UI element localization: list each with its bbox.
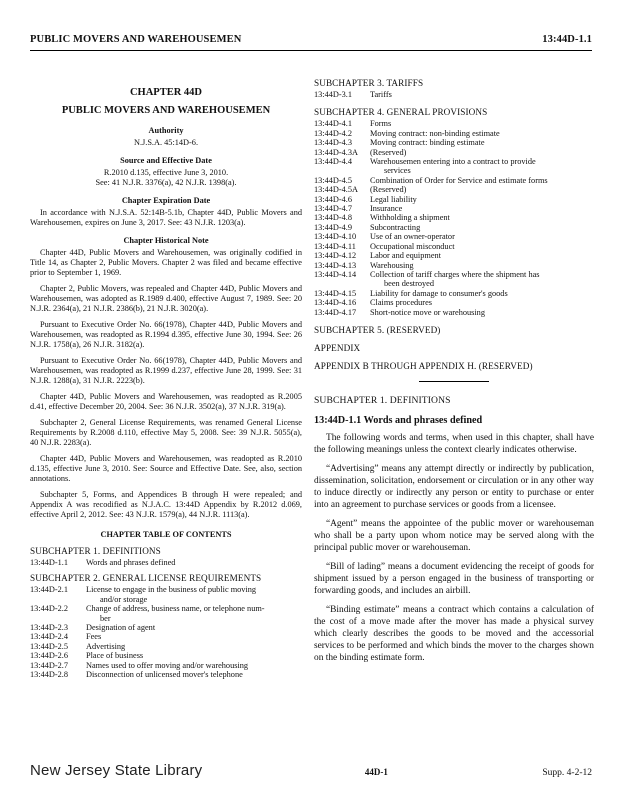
toc-title-text: Designation of agent: [86, 623, 156, 633]
toc-entry[interactable]: [314, 298, 594, 307]
toc-section-title: [370, 204, 594, 213]
toc-section-number: 13:44D-2.5: [30, 641, 69, 651]
page-number: 44D-1: [364, 767, 388, 777]
toc-section-title: Tariffs: [370, 90, 392, 99]
expiration-text: In accordance with N.J.S.A. 52:14B-5.1b, Chapter 44D, Public Movers and Warehousemen, expires on June 3, 2017. See: 43 N.J.R. 1203(a).: [30, 208, 302, 227]
toc-section-number: 13:44D-4.9: [314, 222, 353, 232]
toc-section-title: [370, 289, 594, 298]
toc-section-number: 13:44D-2.7: [30, 660, 69, 670]
toc-section-number: 13:44D-3.1: [314, 90, 353, 99]
history-paragraph: Chapter 44D, Public Movers and Warehousemen, was readopted as R.2005 d.41, effective December 20, 2004. See: 36 N.J.R. 3502(a), 37 N.J.R. 319(a).: [30, 392, 302, 411]
toc-entry[interactable]: [314, 261, 594, 270]
toc-title-text: Disconnection of unlicensed mover's telephone: [86, 670, 243, 680]
definition-paragraph: “Bill of lading” means a document evidencing the receipt of goods for shipment issued by a person engaged in the business of transporting or forwarding goods, and includes an airbill.: [314, 561, 594, 596]
subchapter-heading: SUBCHAPTER 2. GENERAL LICENSE REQUIREMENTS: [30, 573, 262, 584]
subchapter-heading: SUBCHAPTER 4. GENERAL PROVISIONS: [314, 107, 488, 118]
toc-section-number: 13:44D-2.4: [30, 632, 69, 642]
toc-section-number: 13:44D-4.17: [314, 307, 357, 317]
toc-entry[interactable]: [30, 670, 302, 679]
toc-section-title: [370, 261, 594, 270]
toc-section-title: [370, 298, 594, 307]
toc-section-number: 13:44D-2.6: [30, 651, 69, 661]
section-heading: 13:44D-1.1 Words and phrases defined: [314, 414, 483, 426]
toc-title-text: Insurance: [370, 204, 403, 214]
toc-title-text: Collection of tariff charges where the shipment has: [370, 269, 540, 279]
toc-section-title: [370, 119, 594, 128]
toc-section-title: [370, 185, 594, 194]
toc-section-title: [86, 604, 302, 623]
toc-section-number: 13:44D-4.8: [314, 213, 353, 223]
history-paragraph: Chapter 44D, Public Movers and Warehousemen, was readopted as R.2010 d.135, effective June 3, 2010. See: Source and Effective Date. See, also, section annotations.: [30, 454, 302, 483]
toc-entry[interactable]: [314, 223, 594, 232]
toc-section-title: [86, 670, 302, 679]
toc-title-text: Legal liability: [370, 194, 417, 204]
toc-section-title: [370, 176, 594, 185]
toc-entry[interactable]: [314, 90, 594, 99]
section-divider: [419, 381, 489, 382]
toc-section-title: [370, 138, 594, 147]
toc-list: [30, 585, 302, 679]
supplement-date: Supp. 4-2-12: [542, 768, 592, 778]
toc-entry[interactable]: [30, 642, 302, 651]
toc-title-text: Use of an owner-operator: [370, 232, 455, 242]
toc-title-text: (Reserved): [370, 185, 407, 195]
toc-title-text: Fees: [86, 632, 102, 642]
toc-section-title: [86, 661, 302, 670]
appendix-range-heading: APPENDIX B THROUGH APPENDIX H. (RESERVED): [314, 360, 533, 371]
running-header: [30, 34, 592, 45]
toc-entry[interactable]: [314, 213, 594, 222]
definition-paragraph: The following words and terms, when used in this chapter, shall have the following meanings unless the context clearly indicates otherwise.: [314, 432, 594, 455]
definition-paragraph: “Binding estimate” means a contract which contains a calculation of the cost of a move made after the mover has made a physical survey which clearly describes the goods to be moved and the accessorial services to be performed and which binds the mover to the charges shown on the binding estimate form.: [314, 604, 594, 663]
toc-section-title: [370, 308, 594, 317]
toc-title-text: Moving contract: non-binding estimate: [370, 128, 500, 138]
toc-title-text: Warehousemen entering into a contract to provide: [370, 157, 536, 167]
toc-section-number: 13:44D-2.2: [30, 604, 69, 614]
history-paragraph: Subchapter 5, Forms, and Appendices B through H were repealed; and Appendix A was recodified as N.J.A.C. 13:44D Appendix by R.2012 d.069, effective April 2, 2012. See: 43 N.J.R. 1579(a), 44 N.J.R. 1113(a).: [30, 490, 302, 519]
toc-section-title: [370, 157, 594, 176]
left-column: [30, 78, 302, 679]
toc-section-number: 13:44D-4.6: [314, 194, 353, 204]
toc-title-text: Forms: [370, 119, 392, 129]
toc-entry[interactable]: [314, 204, 594, 213]
toc-section-title: [370, 195, 594, 204]
toc-section-number: 13:44D-4.3: [314, 138, 353, 148]
toc-title-continuation: been destroyed: [384, 279, 434, 289]
toc-title-text: Warehousing: [370, 260, 414, 270]
source-line: See: 41 N.J.R. 3376(a), 42 N.J.R. 1398(a).: [95, 178, 237, 187]
toc-entry[interactable]: [30, 558, 302, 567]
toc-section-number: 13:44D-1.1: [30, 558, 69, 567]
toc-title-text: Combination of Order for Service and estimate forms: [370, 175, 548, 185]
toc-entry[interactable]: [314, 157, 594, 176]
toc-section-title: Words and phrases defined: [86, 558, 176, 567]
toc-title-text: (Reserved): [370, 147, 407, 157]
header-title: PUBLIC MOVERS AND WAREHOUSEMEN: [30, 34, 242, 45]
toc-entry[interactable]: [314, 119, 594, 128]
toc-section-title: [86, 651, 302, 660]
toc-section-title: [370, 242, 594, 251]
toc-entry[interactable]: [314, 289, 594, 298]
toc-section-title: [370, 213, 594, 222]
toc-section-number: 13:44D-4.4: [314, 157, 353, 167]
header-divider: [30, 50, 592, 51]
history-paragraph: Chapter 2, Public Movers, was repealed and Chapter 44D, Public Movers and Warehousemen, was adopted as R.1989 d.400, effective August 7, 1989. See: 20 N.J.R. 2364(a), 21 N.J.R. 2386(b), 21 N.J.R. 3020(a).: [30, 284, 302, 313]
toc-section-number: 13:44D-4.1: [314, 119, 353, 129]
chapter-name: PUBLIC MOVERS AND WAREHOUSEMEN: [61, 105, 271, 116]
toc-section-title: [370, 232, 594, 241]
toc-section-number: 13:44D-4.5: [314, 175, 353, 185]
subchapter-heading: SUBCHAPTER 5. (RESERVED): [314, 324, 441, 335]
definition-paragraph: “Agent” means the appointee of the public mover or warehouseman who shall be a party upon whom notice may be served along with the principal public mover or warehouseman.: [314, 518, 594, 553]
toc-entry[interactable]: [30, 661, 302, 670]
toc-section-title: [86, 642, 302, 651]
toc-title-continuation: services: [384, 166, 411, 176]
toc-title-text: Place of business: [86, 651, 144, 661]
page-footer: [30, 762, 592, 779]
toc-section-title: [370, 270, 594, 289]
toc-entry[interactable]: [314, 138, 594, 147]
toc-entry[interactable]: [30, 632, 302, 641]
library-watermark: New Jersey State Library: [30, 762, 203, 779]
toc-section-title: [370, 129, 594, 138]
toc-entry[interactable]: [314, 185, 594, 194]
toc-section-title: [86, 623, 302, 632]
toc-entry[interactable]: [314, 176, 594, 185]
toc-entry[interactable]: [314, 129, 594, 138]
toc-title-text: Advertising: [86, 641, 126, 651]
toc-entry[interactable]: [314, 251, 594, 260]
toc-section-number: 13:44D-4.3A: [314, 147, 359, 157]
toc-section-number: 13:44D-4.10: [314, 232, 357, 242]
chapter-number: CHAPTER 44D: [129, 87, 203, 98]
toc-entry[interactable]: [314, 270, 594, 289]
toc-list: [314, 119, 594, 317]
toc-title-text: Names used to offer moving and/or warehousing: [86, 660, 249, 670]
subchapter-heading: SUBCHAPTER 3. TARIFFS: [314, 78, 424, 88]
toc-section-number: 13:44D-2.8: [30, 670, 69, 680]
history-paragraph: Pursuant to Executive Order No. 66(1978), Chapter 44D, Public Movers and Warehousemen, was readopted as R.1999 d.237, effective June 28, 1999. See: 31 N.J.R. 1288(a), 31 N.J.R. 2223(b).: [30, 356, 302, 385]
right-column: [314, 78, 594, 671]
history-heading: Chapter Historical Note: [123, 236, 209, 245]
toc-section-title: [370, 223, 594, 232]
toc-entry[interactable]: [314, 242, 594, 251]
toc-heading: CHAPTER TABLE OF CONTENTS: [100, 530, 232, 539]
toc-section-number: 13:44D-4.12: [314, 251, 357, 261]
toc-title-text: Claims procedures: [370, 298, 432, 308]
toc-entry[interactable]: [30, 651, 302, 660]
toc-section-title: [370, 251, 594, 260]
toc-title-continuation: ber: [100, 613, 111, 623]
toc-section-title: [86, 632, 302, 641]
toc-title-text: Change of address, business name, or telephone num-: [86, 604, 265, 614]
toc-title-continuation: and/or storage: [100, 594, 148, 604]
subchapter-heading: SUBCHAPTER 1. DEFINITIONS: [30, 546, 161, 556]
appendix-heading: APPENDIX: [314, 342, 361, 353]
toc-section-number: 13:44D-4.15: [314, 288, 357, 298]
toc-entry[interactable]: [314, 308, 594, 317]
header-section-number: 13:44D-1.1: [542, 34, 592, 45]
toc-title-text: Subcontracting: [370, 222, 421, 232]
toc-entry[interactable]: [314, 232, 594, 241]
toc-title-text: Withholding a shipment: [370, 213, 450, 223]
toc-section-number: 13:44D-2.1: [30, 585, 69, 595]
toc-section-number: 13:44D-4.14: [314, 269, 357, 279]
toc-entry[interactable]: [30, 585, 302, 604]
expiration-heading: Chapter Expiration Date: [121, 196, 211, 205]
toc-section-number: 13:44D-4.13: [314, 260, 357, 270]
subchapter-title: SUBCHAPTER 1. DEFINITIONS: [314, 394, 451, 406]
history-paragraph: Subchapter 2, General License Requirements, was renamed General License Requirements by R.2008 d.110, effective May 5, 2008. See: 39 N.J.R. 5055(a), 40 N.J.R. 2283(a).: [30, 418, 302, 447]
toc-title-text: Occupational misconduct: [370, 241, 455, 251]
toc-entry[interactable]: [30, 604, 302, 623]
toc-section-number: 13:44D-2.3: [30, 623, 69, 633]
toc-title-text: Short-notice move or warehousing: [370, 307, 485, 317]
toc-section-number: 13:44D-4.2: [314, 128, 353, 138]
toc-title-text: License to engage in the business of public moving: [86, 585, 257, 595]
toc-entry[interactable]: [314, 195, 594, 204]
toc-section-number: 13:44D-4.5A: [314, 185, 359, 195]
toc-entry[interactable]: [30, 623, 302, 632]
source-line: R.2010 d.135, effective June 3, 2010.: [103, 168, 229, 177]
toc-title-text: Liability for damage to consumer's goods: [370, 288, 508, 298]
toc-section-number: 13:44D-4.7: [314, 204, 353, 214]
history-paragraph: Pursuant to Executive Order No. 66(1978), Chapter 44D, Public Movers and Warehousemen, was readopted as R.1994 d.395, effective June 30, 1994. See: 26 N.J.R. 1758(a), 26 N.J.R. 3182(a).: [30, 320, 302, 349]
source-heading: Source and Effective Date: [120, 156, 212, 165]
toc-section-number: 13:44D-4.16: [314, 298, 357, 308]
authority-text: N.J.S.A. 45:14D-6.: [133, 138, 199, 147]
toc-section-number: 13:44D-4.11: [314, 241, 356, 251]
toc-title-text: Moving contract: binding estimate: [370, 138, 485, 148]
history-paragraph: Chapter 44D, Public Movers and Warehousemen, was originally codified in Title 14, as Chapter 2, Public Movers. Chapter 2 was filed and became effective prior to September 1, 1969.: [30, 248, 302, 277]
toc-section-title: [86, 585, 302, 604]
authority-heading: Authority: [148, 126, 184, 135]
toc-title-text: Labor and equipment: [370, 251, 441, 261]
toc-entry[interactable]: [314, 148, 594, 157]
toc-section-title: [370, 148, 594, 157]
definition-paragraph: “Advertising” means any attempt directly or indirectly by publication, dissemination, solicitation, endorsement or circulation or in any other way to induce directly or indirectly any person or entity to purchase or enter into an agreement to purchase services or goods from a licensee.: [314, 463, 594, 510]
